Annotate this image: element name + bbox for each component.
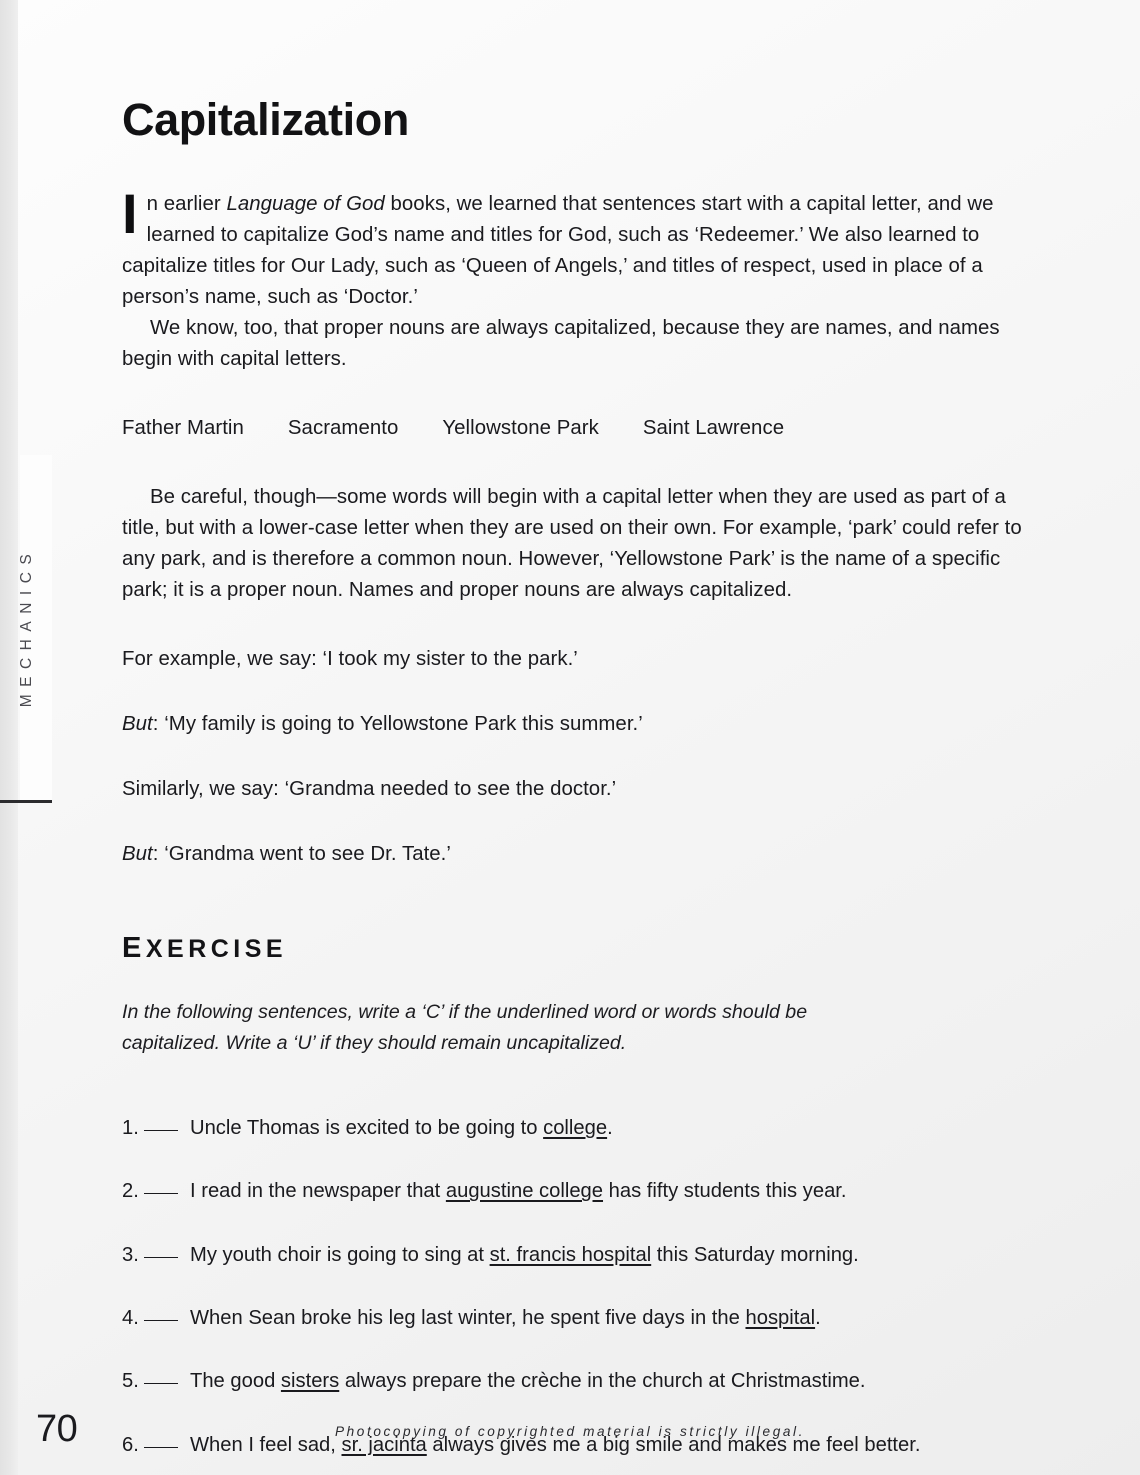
lead-run-2: books, we learned that sentences start with a capital letter, and we learned to capitalize God’s name and titles for God, such as ‘Redeemer.’ We also learned to capitalize titles for Our Lady, such as ‘Queen of Angels,’ and titles of respect, used in place of a person’s name, such as ‘Doctor.’ <box>122 193 994 309</box>
exercise-instructions-line-2: be capitalized. Write a ‘U’ if they should remain uncapitalized. <box>122 1001 808 1054</box>
exercise-heading <box>122 870 1022 965</box>
item-number: 6. <box>122 1433 139 1456</box>
item-text-after: . <box>815 1307 821 1330</box>
item-number: 2. <box>122 1180 139 1203</box>
exercise-item <box>122 1177 1022 1206</box>
exercise-item <box>122 1114 1022 1143</box>
say-line-lead: For example, we say: <box>122 648 323 671</box>
example-name: Father Martin <box>122 417 244 440</box>
say-line-lead: Similarly, we say: <box>122 778 285 801</box>
exercise-item-list <box>122 1114 1022 1460</box>
item-text-before: I read in the newspaper that <box>190 1180 446 1203</box>
item-text <box>190 1114 1022 1143</box>
underlined-word: college <box>543 1117 608 1140</box>
exercise-instructions <box>122 997 842 1058</box>
say-line-lead: : <box>152 713 165 736</box>
exercise-item <box>122 1241 1022 1270</box>
answer-blank[interactable] <box>144 1130 178 1131</box>
item-number: 5. <box>122 1370 139 1393</box>
say-line <box>122 644 1022 675</box>
answer-blank[interactable] <box>144 1193 178 1194</box>
item-text-after: has fifty students this year. <box>603 1180 847 1203</box>
page-title: Capitalization <box>122 94 409 145</box>
section-tab-label: MECHANICS <box>18 546 35 708</box>
underlined-word: hospital <box>745 1307 816 1330</box>
item-number: 3. <box>122 1243 139 1266</box>
say-line-italic-lead: But <box>122 843 153 866</box>
lead-run-1: n earlier <box>146 193 227 216</box>
item-number: 4. <box>122 1307 139 1330</box>
drop-cap: I <box>122 182 138 246</box>
exercise-item <box>122 1367 1022 1396</box>
item-number: 1. <box>122 1117 139 1140</box>
say-line <box>122 709 1022 740</box>
exercise-instructions-line-1: In the following sentences, write a ‘C’ if the underlined word or words should <box>122 1001 780 1024</box>
item-text-before: The good <box>190 1370 281 1393</box>
say-line <box>122 839 1022 870</box>
paragraph-be-careful: Be careful, though—some words will begin with a capital letter when they are used as part of a title, but with a lower-case letter when they are used on their own. For example, ‘park’ could refer to any park, and is therefore a common noun. However, ‘Yellowstone Park’ is the name of a specific park; it is a proper noun. Names and proper nouns are always capitalized. <box>122 486 1022 602</box>
content-column <box>122 0 1022 1475</box>
exercise-item <box>122 1304 1022 1333</box>
item-text <box>190 1367 1022 1396</box>
item-text-after: this Saturday morning. <box>651 1243 859 1266</box>
example-name: Saint Lawrence <box>642 417 785 440</box>
item-text-before: When I feel sad, <box>190 1433 342 1456</box>
copyright-notice: Photocopying of copyrighted material is strictly illegal. <box>334 1424 806 1439</box>
say-line <box>122 774 1022 805</box>
exercise-heading-rest: XERCISE <box>145 935 288 964</box>
say-line-quote: ‘Grandma went to see Dr. Tate.’ <box>164 843 451 866</box>
item-text-before: My youth choir is going to sing at <box>190 1243 490 1266</box>
item-text-before: When Sean broke his leg last winter, he spent five days in the <box>190 1307 746 1330</box>
underlined-word: augustine college <box>445 1180 604 1203</box>
item-text-after: always gives me a big smile and makes me feel better. <box>426 1433 921 1456</box>
answer-blank[interactable] <box>144 1257 178 1258</box>
item-text-before: Uncle Thomas is excited to be going to <box>190 1117 544 1140</box>
item-text <box>190 1304 1022 1333</box>
answer-blank[interactable] <box>144 1383 178 1384</box>
lead-italic-title: Language of God <box>226 193 385 216</box>
lead-paragraph <box>122 182 1022 313</box>
example-name: Sacramento <box>287 417 399 440</box>
item-text-after: always prepare the crèche in the church at Christmastime. <box>339 1370 866 1393</box>
underlined-word: sisters <box>280 1370 340 1393</box>
say-line-quote: ‘My family is going to Yellowstone Park this summer.’ <box>164 713 643 736</box>
paragraph-proper-nouns: We know, too, that proper nouns are always capitalized, because they are names, and names begin with capital letters. <box>122 317 1000 371</box>
section-tab-rule <box>0 800 52 803</box>
underlined-word: st. francis hospital <box>489 1243 652 1266</box>
item-text-after: . <box>607 1117 613 1140</box>
page-number: 70 <box>36 1408 78 1450</box>
say-line-italic-lead: But <box>122 713 153 736</box>
say-line-lead: : <box>152 843 165 866</box>
section-tab <box>0 455 52 803</box>
exercise-heading-initial: E <box>122 932 146 965</box>
answer-blank[interactable] <box>144 1320 178 1321</box>
say-line-quote: ‘I took my sister to the park.’ <box>322 648 578 671</box>
example-names-row <box>122 413 1022 444</box>
say-line-quote: ‘Grandma needed to see the doctor.’ <box>284 778 617 801</box>
example-name: Yellowstone Park <box>442 417 599 440</box>
item-text <box>190 1241 1022 1270</box>
item-text <box>190 1177 1022 1206</box>
say-examples <box>122 644 1022 870</box>
answer-blank[interactable] <box>144 1447 178 1448</box>
underlined-word: sr. jacinta <box>341 1433 427 1456</box>
